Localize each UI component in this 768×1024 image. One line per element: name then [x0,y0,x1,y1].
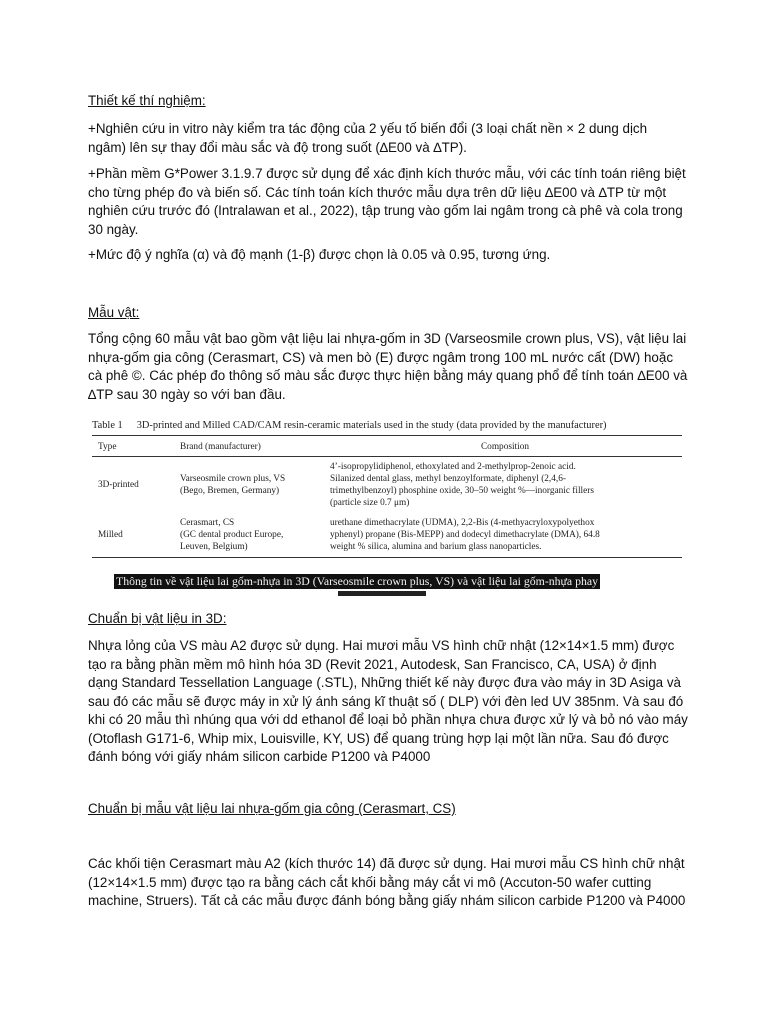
specimens-paragraph-text: Tổng cộng 60 mẫu vật bao gồm vật liệu lai nhựa-gốm in 3D (Varseosmile crown plus, VS), vật liệu lai nhựa-gốm gia công (Cerasmart, CS) và men bò (E) được ngâm trong 100 mL nước cất (DW) hoặc cà phê ©. Các phép đo thông số màu sắc được thực hiện bằng máy quang phổ để tính toán ∆E00 và ∆TP sau 30 ngày so với ban đầu. [88,331,688,402]
prep3d-heading: Chuẩn bị vật liệu in 3D: [88,611,227,626]
table-caption: Thông tin về vật liệu lai gốm-nhựa in 3D (Varseosmile crown plus, VS) và vật liệu lai gốm-nhựa phay [116,574,599,588]
design-heading: Thiết kế thí nghiệm: [88,93,206,108]
specimens-heading: Mẫu vật: [88,305,140,320]
prepcs-heading: Chuẩn bị mẫu vật liệu lai nhựa-gốm gia công (Cerasmart, CS) [88,801,456,816]
cell-composition-line: yphenyl) propane (Bis-MEPP) and dodecyl dimethacrylate (DMA), 64.8 [330,530,600,540]
prep3d-paragraph [88,637,688,767]
cell-brand [180,461,330,509]
table-row [92,513,682,558]
cell-type: 3D-printed [98,480,139,490]
table-title [92,420,682,436]
design-paragraph-2 [88,165,688,239]
cell-composition-line: weight % silica, alumina and barium glass nanoparticles. [330,542,542,552]
header-brand: Brand (manufacturer) [180,442,261,452]
cell-brand [180,517,330,553]
prep3d-paragraph-text: Nhựa lỏng của VS màu A2 được sử dụng. Hai mươi mẫu VS hình chữ nhật (12×14×1.5 mm) được tạo ra bằng phần mềm mô hình hóa 3D (Revit 2021, Autodesk, San Francisco, CA, USA) ở định dạng Standard Tessellation Language (.STL), Những thiết kế này được đưa vào máy in 3D Asiga và sau đó các mẫu sẽ được máy in xử lý ánh sáng kĩ thuật số ( DLP) với đèn led UV 385nm. Và sau đó khi có 20 mẫu thì nhúng qua với dd ethanol để loại bỏ phần nhựa chưa được xử lý và bỏ nó vào máy (Otoflash G171-6, Whip mix, Louisville, KY, US) để quang trùng hợp lại một lần nữa. Sau đó được đánh bóng với giấy nhám silicon carbide P1200 và P4000 [88,638,688,764]
prepcs-paragraph-text: Các khối tiện Cerasmart màu A2 (kích thước 14) đã được sử dụng. Hai mươi mẫu CS hình chữ nhật (12×14×1.5 mm) được tạo ra bằng cách cắt khối bằng máy cắt vi mô (Accuton-50 wafer cutting machine, Struers). Tất cả các mẫu được đánh bóng bằng giấy nhám silicon carbide P1200 và P4000 [88,856,686,908]
cell-composition-line: urethane dimethacrylate (UDMA), 2,2-Bis (4-methyacryloxypolyethox [330,518,595,528]
cell-composition-line: Silanized dental glass, methyl benzoylformate, diphenyl (2,4,6- [330,474,566,484]
header-composition: Composition [480,442,530,452]
design-paragraph-3 [88,246,688,265]
table-label: Table 1 [92,420,123,431]
design-paragraph-text: +Mức độ ý nghĩa (α) và độ mạnh (1-β) được chọn là 0.05 và 0.95, tương ứng. [88,247,551,262]
cell-composition [330,517,680,553]
cell-brand-line: (Bego, Bremen, Germany) [180,486,280,496]
table-row [92,457,682,513]
cell-composition-line: 4’-isopropylidiphenol, ethoxylated and 2-methylprop-2enoic acid. [330,462,576,472]
table-title-text: 3D-printed and Milled CAD/CAM resin-ceramic materials used in the study (data provided by the manufacturer) [136,420,607,431]
design-paragraph-text: +Phần mềm G*Power 3.1.9.7 được sử dụng để xác định kích thước mẫu, với các tính toán riêng biệt cho từng phép đo và biến số. Các tính toán kích thước mẫu dựa trên dữ liệu ∆E00 và ∆TP từ một nghiên cứu trước đó (Intralawan et al., 2022), tập trung vào gốm lai ngâm trong cà phê và cola trong 30 ngày. [88,166,686,237]
design-paragraph-1 [88,120,688,157]
cell-brand-line: (GC dental product Europe, [180,530,284,540]
cell-composition-line: (particle size 0.7 μm) [330,498,410,508]
cell-brand-line: Varseosmile crown plus, VS [180,474,286,484]
materials-table [92,420,682,558]
design-paragraph-text: +Nghiên cứu in vitro này kiểm tra tác động của 2 yếu tố biến đổi (3 loại chất nền × 2 dung dịch ngâm) lên sự thay đổi màu sắc và độ trong suốt (∆E00 và ∆TP). [88,121,648,155]
specimens-paragraph [88,330,688,404]
caption-overflow-strip [338,591,426,596]
cell-composition [330,461,680,509]
table-header-row [92,438,682,457]
cell-brand-line: Leuven, Belgium) [180,542,248,552]
header-type: Type [98,442,117,452]
prepcs-paragraph [88,855,688,911]
cell-brand-line: Cerasmart, CS [180,518,235,528]
cell-type: Milled [98,530,123,540]
cell-composition-line: trimethylbenzoyl) phosphine oxide, 30–50 weight %—inorganic fillers [330,486,594,496]
